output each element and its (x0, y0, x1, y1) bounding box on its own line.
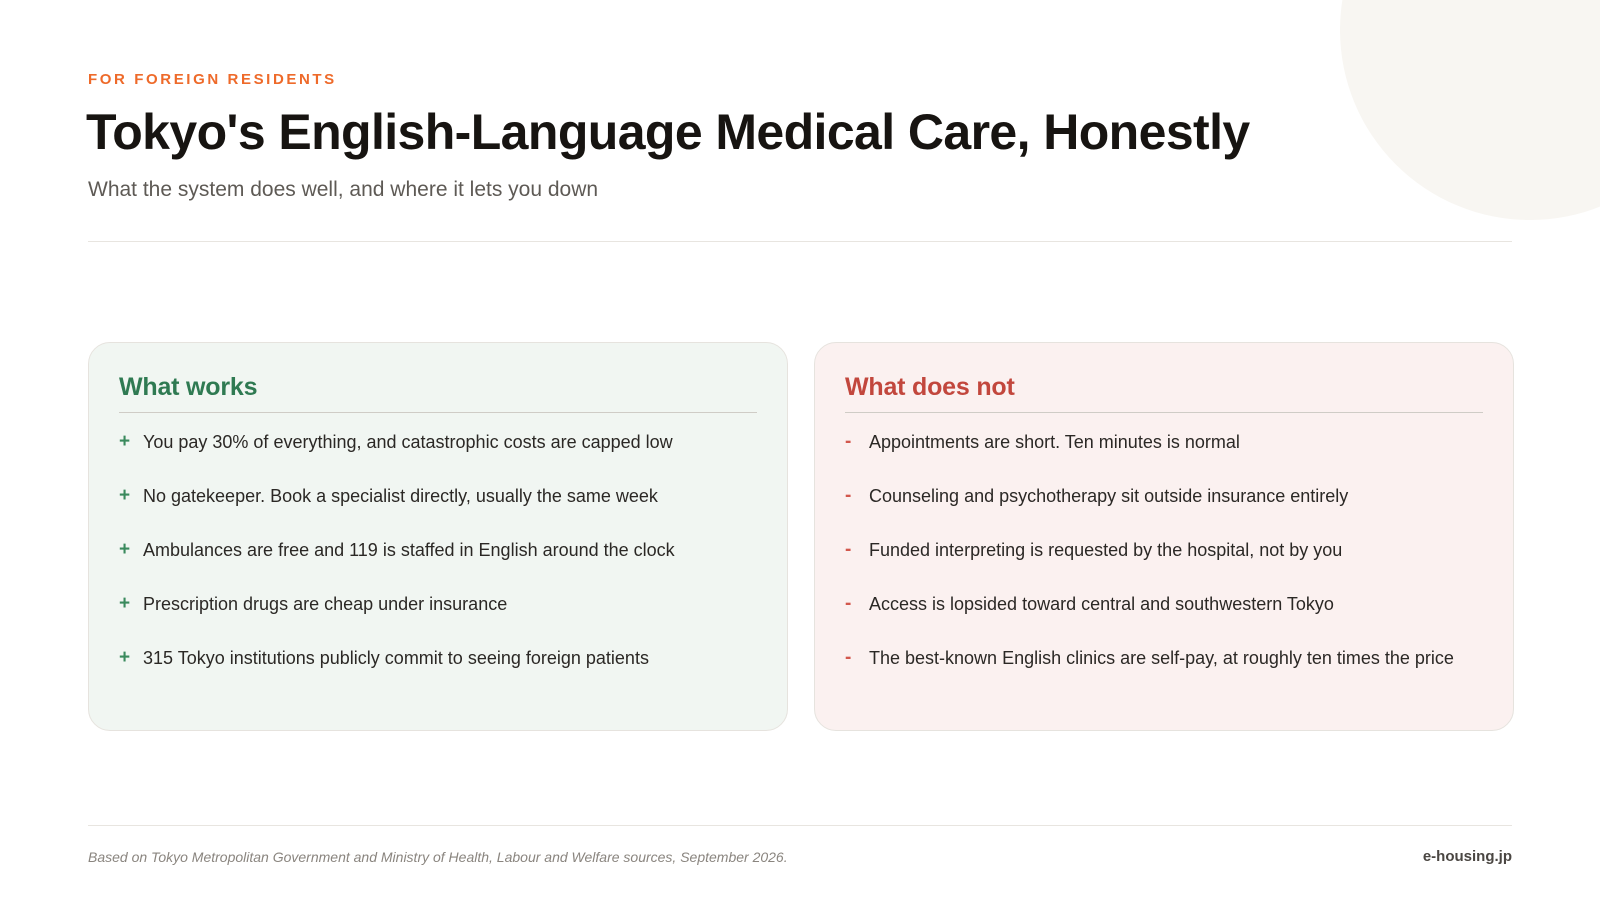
plus-icon: + (119, 485, 131, 506)
list-item-text: Ambulances are free and 119 is staffed in English around the clock (143, 540, 675, 560)
list-item (845, 430, 1483, 484)
plus-icon: + (119, 539, 131, 560)
source-footnote: Based on Tokyo Metropolitan Government and Ministry of Health, Labour and Welfare sources, September 2026. (88, 849, 788, 865)
list-item-text: Appointments are short. Ten minutes is normal (869, 432, 1240, 452)
list-item-text: Prescription drugs are cheap under insurance (143, 594, 508, 614)
list-item-text: Funded interpreting is requested by the hospital, not by you (869, 540, 1343, 560)
list-item (119, 484, 757, 538)
list-item (119, 430, 757, 484)
what-works-list (119, 430, 757, 700)
list-item (845, 592, 1483, 646)
what-works-heading: What works (119, 373, 757, 413)
minus-icon: - (845, 593, 852, 614)
what-does-not-card (814, 342, 1514, 731)
list-item-text: 315 Tokyo institutions publicly commit to seeing foreign patients (143, 648, 649, 668)
eyebrow-label: FOR FOREIGN RESIDENTS (88, 71, 337, 88)
list-item-text: No gatekeeper. Book a specialist directly, usually the same week (143, 486, 658, 506)
list-item (119, 592, 757, 646)
plus-icon: + (119, 431, 131, 452)
brand-label: e-housing.jp (1422, 848, 1512, 865)
footer-divider (88, 825, 1512, 826)
page-subtitle: What the system does well, and where it lets you down (88, 178, 599, 201)
list-item (119, 538, 757, 592)
minus-icon: - (845, 431, 852, 452)
list-item-text: Access is lopsided toward central and southwestern Tokyo (869, 594, 1334, 614)
plus-icon: + (119, 593, 131, 614)
header-divider (88, 241, 1512, 242)
what-does-not-heading: What does not (845, 373, 1483, 413)
list-item (845, 484, 1483, 538)
plus-icon: + (119, 647, 131, 668)
list-item (119, 646, 757, 700)
what-does-not-list (845, 430, 1483, 700)
minus-icon: - (845, 539, 852, 560)
list-item (845, 538, 1483, 592)
minus-icon: - (845, 485, 852, 506)
decorative-circle (1340, 0, 1600, 220)
list-item-text: The best-known English clinics are self-pay, at roughly ten times the price (869, 648, 1454, 668)
list-item-text: Counseling and psychotherapy sit outside insurance entirely (869, 486, 1349, 506)
list-item (845, 646, 1483, 700)
what-works-card (88, 342, 788, 731)
list-item-text: You pay 30% of everything, and catastrophic costs are capped low (143, 432, 673, 452)
page-title: Tokyo's English-Language Medical Care, Honestly (86, 104, 1250, 160)
minus-icon: - (845, 647, 852, 668)
